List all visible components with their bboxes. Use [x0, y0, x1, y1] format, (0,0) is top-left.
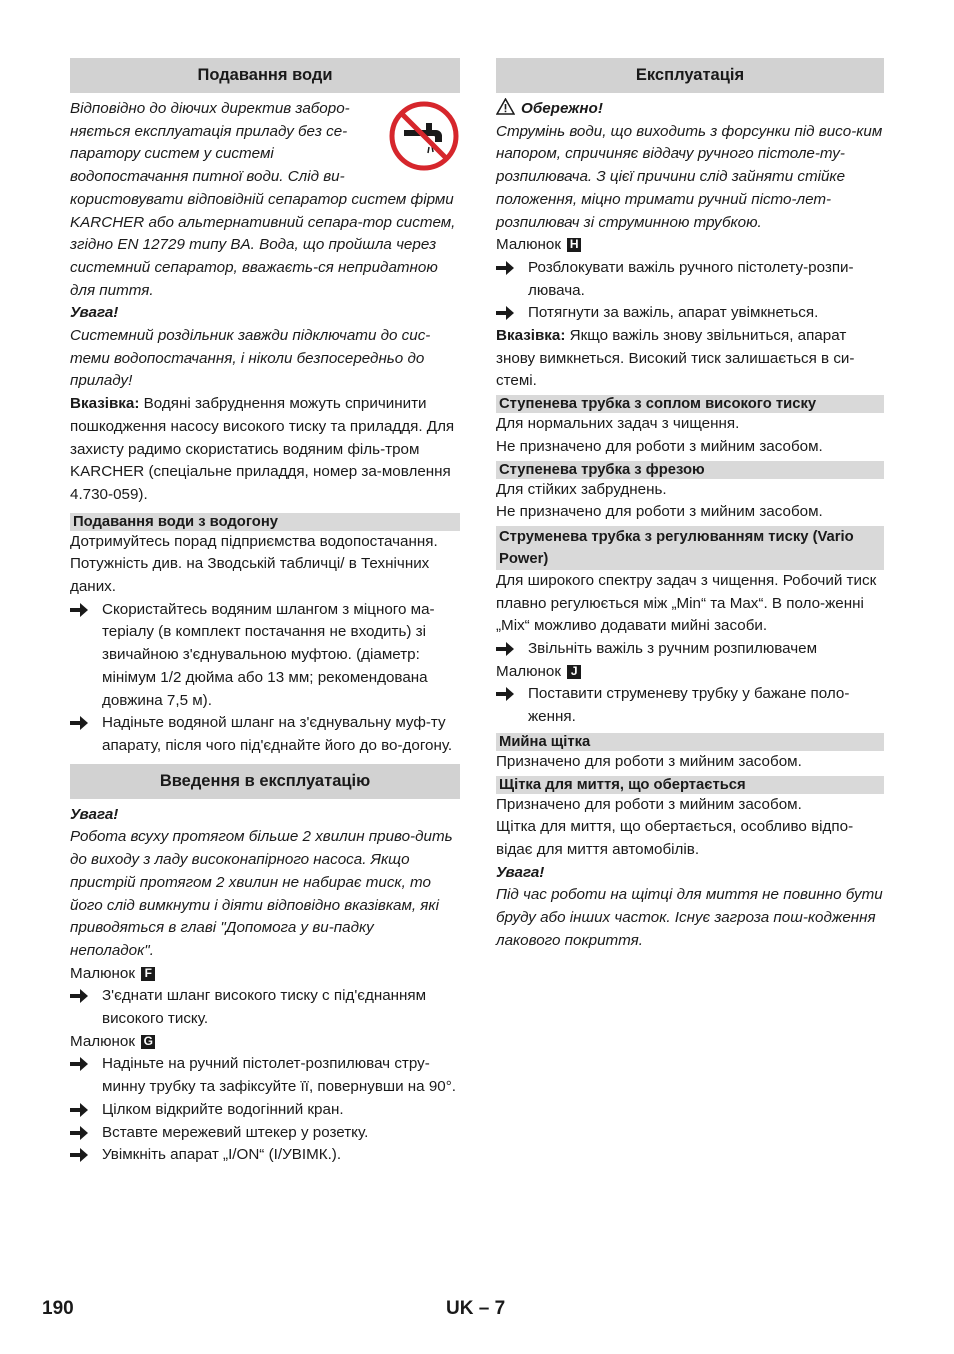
subheader-vario-power: Струменева трубка з регулюванням тиску (Vario Power): [496, 526, 884, 570]
step-text: Розблокувати важіль ручного пістолету-розпи-лювача.: [528, 258, 854, 299]
step-text: Цілком відкрийте водогінний кран.: [102, 1100, 344, 1118]
arrow-right-icon: [496, 687, 514, 701]
step-item: [70, 985, 460, 1030]
arrow-right-icon: [70, 1126, 88, 1140]
arrow-right-icon: [70, 603, 88, 617]
warning-text: Струмінь води, що виходить з форсунки під висо-ким напором, спричиняє віддачу ручного пістоле-ту-розпилювача. З цієї причини слід зайняти стійке положення, міцно тримати ручний пісто-лет-розпилювач зі струминною трубкою.: [496, 122, 883, 231]
note-text: Водяні забруднення можуть спричинити пошкодження насосу високого тиску та приладдя. Для захисту радимо скористатись водяним філь-тром KARCHER (спеціальне приладдя, номер за-мовлення 4.730-059).: [70, 395, 455, 503]
caution-label: Увага!: [70, 304, 119, 322]
arrow-right-icon: [70, 1057, 88, 1071]
water-mains-text: Дотримуйтесь порад підприємства водопостачання. Потужність див. на Зводській табличці/ в Технічних даних.: [70, 532, 438, 596]
step-text: Звільніть важіль з ручним розпилювачем: [528, 640, 818, 658]
body-line: Не призначено для роботи з мийним засобом.: [496, 437, 823, 455]
step-item: [496, 257, 884, 302]
step-item: [70, 599, 460, 713]
figure-badge: F: [141, 967, 155, 981]
right-column: [496, 58, 884, 953]
step-text: Увімкніть апарат „I/ON“ (I/УВІМК.).: [102, 1146, 342, 1164]
arrow-right-icon: [70, 1103, 88, 1117]
step-item: [70, 1122, 460, 1145]
step-text: Вставте мережевий штекер у розетку.: [102, 1123, 369, 1141]
body-line: Не призначено для роботи з мийним засобом.: [496, 503, 823, 521]
step-text: Скористайтесь водяним шлангом з міцного ма-теріалу (в комплект постачання не входить) зі звичайною з'єднувальною муфтою. (діаметр: мінімум 1/2 дюйма або 13 мм; рекомендована довжина 7,5 м).: [102, 600, 435, 709]
note-label: Вказівка:: [70, 395, 140, 413]
arrow-right-icon: [70, 1148, 88, 1162]
step-item: [70, 1099, 460, 1122]
subheader-rotating-brush: Щітка для миття, що обертається: [496, 776, 884, 794]
warning-line: [496, 98, 884, 121]
step-text: Надіньте на ручний пістолет-розпилювач стру-минну трубку та зафіксуйте її, повернувши на 90°.: [102, 1055, 457, 1096]
subheader-nozzle-mill: Ступенева трубка з фрезою: [496, 461, 884, 479]
caution-text: Робота всуху протягом більше 2 хвилин приво-дить до виходу з ладу високонапірного насоса. Якщо пристрій протягом 2 хвилин не набирає тиск, то його слід вимкнути і діяти відповідно вказівкам, які приводяться в главі "Допомога у ви-падку неполадок".: [70, 828, 453, 959]
figure-label: Малюнок: [496, 662, 561, 680]
caution-label: Увага!: [70, 805, 119, 823]
page-number: 190: [42, 1298, 74, 1319]
subheader-nozzle-high-pressure: Ступенева трубка з соплом високого тиску: [496, 395, 884, 413]
figure-reference: [496, 661, 884, 684]
step-item: [70, 1144, 460, 1167]
vario-text: Для широкого спектру задач з чищення. Робочий тиск плавно регулюється між „Min“ та Max“. В поло-женні „Mix“ можливо додавати мийні засоби.: [496, 571, 877, 635]
subheader-water-mains: Подавання води з водогону: [70, 513, 460, 531]
subheader-wash-brush: Мийна щітка: [496, 733, 884, 751]
no-drinking-water-icon: [388, 100, 460, 172]
step-item: [70, 1053, 460, 1098]
figure-badge: H: [567, 238, 581, 252]
step-item: [496, 683, 884, 728]
arrow-right-icon: [496, 642, 514, 656]
step-item: [70, 712, 460, 757]
body-line: Для стійких забруднень.: [496, 480, 667, 498]
note-text: Якщо важіль знову звільниться, апарат знову вимкнеться. Високий тиск залишається в си-стемі.: [496, 327, 855, 390]
section-header-operation: Експлуатація: [496, 58, 884, 93]
left-column: [70, 58, 460, 1167]
note-paragraph: [70, 393, 460, 507]
step-text: Потягнути за важіль, апарат увімкнеться.: [528, 304, 819, 322]
warning-label: Обережно!: [521, 100, 603, 117]
body-line: Призначено для роботи з мийним засобом.: [496, 795, 802, 813]
arrow-right-icon: [496, 261, 514, 275]
body-line: Щітка для миття, що обертається, особливо відпо-відає для миття автомобілів.: [496, 818, 854, 858]
figure-label: Малюнок: [496, 236, 561, 254]
figure-reference: [70, 963, 460, 986]
note-label: Вказівка:: [496, 327, 566, 345]
figure-badge: G: [141, 1035, 155, 1049]
caution-label: Увага!: [496, 863, 545, 881]
step-item: [496, 638, 884, 661]
figure-reference: [496, 234, 884, 257]
section-header-startup: Введення в експлуатацію: [70, 764, 460, 799]
arrow-right-icon: [70, 716, 88, 730]
figure-label: Малюнок: [70, 1032, 135, 1050]
section-marker: UK – 7: [446, 1298, 506, 1319]
section-header-water-supply: Подавання води: [70, 58, 460, 93]
body-line: Призначено для роботи з мийним засобом.: [496, 752, 802, 770]
figure-label: Малюнок: [70, 964, 135, 982]
warning-triangle-icon: [496, 98, 515, 115]
note-paragraph: [496, 325, 884, 393]
arrow-right-icon: [496, 306, 514, 320]
caution-text: Під час роботи на щітці для миття не повинно бути бруду або інших часток. Існує загроза пош-кодження лакового покриття.: [496, 886, 883, 949]
figure-badge: J: [567, 665, 581, 679]
step-text: З'єднати шланг високого тиску с під'єднанням високого тиску.: [102, 987, 427, 1028]
step-item: [496, 302, 884, 325]
arrow-right-icon: [70, 989, 88, 1003]
figure-reference: [70, 1031, 460, 1054]
water-supply-intro: Відповідно до діючих директив заборо-няється експлуатація приладу без се-паратору систем у системі водопостачання питної води. Слід ви-користовувати відповідній сепаратор систем фірми KARCHER або альтернативний сепара-тор систем, згідно EN 12729 типу BA. Вода, що пройшла через системний сепаратор, вважаєть-ся непридатною для пиття.: [70, 100, 456, 299]
body-line: Для нормальних задач з чищення.: [496, 415, 740, 433]
caution-text: Системний роздільник завжди підключати до сис-теми водопостачання, і ніколи безпосередньо до приладу!: [70, 327, 431, 390]
step-text: Поставити струменеву трубку у бажане поло-ження.: [528, 685, 850, 726]
step-text: Надіньте водяной шланг на з'єднувальну муф-ту апарату, після чого під'єднайте його до во-догону.: [102, 714, 453, 754]
